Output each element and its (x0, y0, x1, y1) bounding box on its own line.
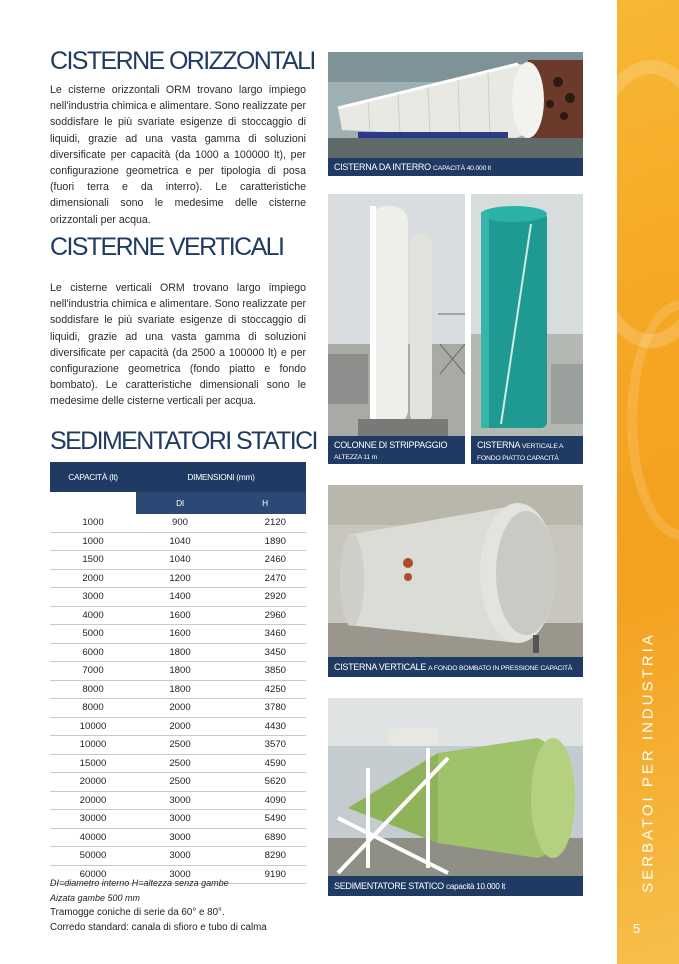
caption-interro: CISTERNA DA INTERRO CAPACITÀ 40.000 lt (328, 158, 583, 176)
table-row (50, 791, 306, 810)
note-legend: DI=diametro interno H=altezza senza gambe (50, 878, 229, 888)
caption-sedimentatore: SEDIMENTATORE STATICO capacità 10.000 lt (328, 876, 583, 896)
cell-h: 3450 (224, 643, 306, 662)
th-dimensions: DIMENSIONI (mm) (136, 462, 306, 492)
cell-h: 2470 (224, 569, 306, 588)
cell-di: 2500 (136, 754, 224, 773)
caption-verticale: CISTERNA VERTICALE A FONDO PIATTO CAPACITÀ 65.000 lt (471, 436, 583, 464)
page-number: 5 (633, 921, 641, 936)
cell-capacity: 40000 (50, 828, 136, 847)
cell-di: 3000 (136, 828, 224, 847)
photo-colonne-strippaggio (328, 194, 465, 436)
cell-di: 1800 (136, 680, 224, 699)
cell-h: 4590 (224, 754, 306, 773)
cell-di: 1040 (136, 532, 224, 551)
table-row (50, 569, 306, 588)
photo-cisterna-verticale (471, 194, 583, 436)
cell-h: 1890 (224, 532, 306, 551)
table-row (50, 532, 306, 551)
cell-h: 9190 (224, 865, 306, 884)
cell-capacity: 3000 (50, 588, 136, 607)
table-row (50, 773, 306, 792)
cell-h: 2460 (224, 551, 306, 570)
photo-sedimentatore (328, 698, 583, 876)
note-hoppers: Tramogge coniche di serie da 60° e 80°. (50, 907, 225, 918)
cell-capacity: 1500 (50, 551, 136, 570)
table-row (50, 680, 306, 699)
cell-di: 2000 (136, 699, 224, 718)
cell-di: 900 (136, 514, 224, 532)
cell-capacity: 10000 (50, 717, 136, 736)
cell-h: 3460 (224, 625, 306, 644)
cell-h: 5490 (224, 810, 306, 829)
cell-h: 8290 (224, 847, 306, 866)
cell-di: 1800 (136, 662, 224, 681)
cell-capacity: 4000 (50, 606, 136, 625)
cell-h: 3780 (224, 699, 306, 718)
table-row (50, 588, 306, 607)
heading-orizzontali: CISTERNE ORIZZONTALI (50, 47, 315, 75)
heading-verticali: CISTERNE VERTICALI (50, 233, 284, 261)
cell-di: 2000 (136, 717, 224, 736)
caption-bombato: CISTERNA VERTICALE A FONDO BOMBATO IN PRESSIONE CAPACITÀ 7.500 lt (328, 657, 583, 677)
cell-di: 1800 (136, 643, 224, 662)
table-row (50, 810, 306, 829)
cell-h: 4250 (224, 680, 306, 699)
cell-h: 5620 (224, 773, 306, 792)
cell-capacity: 50000 (50, 847, 136, 866)
cell-capacity: 1000 (50, 532, 136, 551)
cell-capacity: 6000 (50, 643, 136, 662)
cell-capacity: 2000 (50, 569, 136, 588)
para-verticali: Le cisterne verticali ORM trovano largo impiego nell'industria chimica e alimentare. Sono realizzate per soddisfare le più svariate esigenze di stoccaggio di liquidi, grazie ad una vasta gamma di soluzioni diversificate per capacità (da 2500 a 100000 lt) e per configurazione geometrica (fondo piatto e fondo bombato). Le caratteristiche dimensionali sono le medesime delle cisterne verticali per acqua. (50, 282, 306, 408)
cell-h: 2960 (224, 606, 306, 625)
cell-h: 2920 (224, 588, 306, 607)
cell-di: 1600 (136, 625, 224, 644)
para-orizzontali: Le cisterne orizzontali ORM trovano largo impiego nell'industria chimica e alimentare. Sono realizzate per soddisfare le più svariate esigenze di stoccaggio di liquidi, grazie ad una vasta gamma di soluzioni diversificate per capacità (da 1000 a 100000 lt), per configurazione geometrica e per tipologia di posa (fuori terra e da interro). Le caratteristiche dimensionali sono le medesime delle cisterne orizzontali per acqua. (50, 84, 306, 226)
cell-capacity: 15000 (50, 754, 136, 773)
cell-h: 2120 (224, 514, 306, 532)
table-row (50, 625, 306, 644)
cell-di: 3000 (136, 865, 224, 884)
cell-di: 2500 (136, 736, 224, 755)
cell-capacity: 8000 (50, 699, 136, 718)
th-capacity: CAPACITÀ (lt) (50, 462, 136, 492)
cell-capacity: 20000 (50, 773, 136, 792)
cell-di: 3000 (136, 810, 224, 829)
table-row (50, 847, 306, 866)
cell-h: 4430 (224, 717, 306, 736)
cell-di: 3000 (136, 791, 224, 810)
th-di: DI (136, 492, 224, 514)
table-row (50, 736, 306, 755)
cell-di: 1200 (136, 569, 224, 588)
table-row (50, 643, 306, 662)
cell-di: 1400 (136, 588, 224, 607)
heading-sedimentatori: SEDIMENTATORI STATICI (50, 427, 317, 455)
th-h: H (224, 492, 306, 514)
table-row (50, 514, 306, 532)
table-row (50, 606, 306, 625)
cell-capacity: 10000 (50, 736, 136, 755)
cell-h: 3570 (224, 736, 306, 755)
table-row (50, 551, 306, 570)
cell-capacity: 1000 (50, 514, 136, 532)
caption-colonne: COLONNE DI STRIPPAGGIO ALTEZZA 11 m (328, 436, 465, 464)
sedimentatori-table (50, 462, 306, 884)
cell-capacity: 8000 (50, 680, 136, 699)
cell-h: 3850 (224, 662, 306, 681)
cell-capacity: 5000 (50, 625, 136, 644)
table-row (50, 754, 306, 773)
cell-di: 2500 (136, 773, 224, 792)
sidebar-title: SERBATOI PER INDUSTRIA (639, 631, 657, 893)
photo-cisterna-bombato (328, 485, 583, 657)
table-row (50, 699, 306, 718)
table-row (50, 828, 306, 847)
cell-di: 3000 (136, 847, 224, 866)
cell-h: 6890 (224, 828, 306, 847)
table-row (50, 717, 306, 736)
note-standard: Corredo standard: canala di sfioro e tubo di calma (50, 922, 267, 933)
photo-cisterna-interro (328, 52, 583, 158)
note-legs: Aizata gambe 500 mm (50, 893, 141, 903)
cell-di: 1040 (136, 551, 224, 570)
table-row (50, 662, 306, 681)
cell-capacity: 60000 (50, 865, 136, 884)
cell-capacity: 20000 (50, 791, 136, 810)
cell-h: 4090 (224, 791, 306, 810)
cell-capacity: 7000 (50, 662, 136, 681)
cell-di: 1600 (136, 606, 224, 625)
cell-capacity: 30000 (50, 810, 136, 829)
